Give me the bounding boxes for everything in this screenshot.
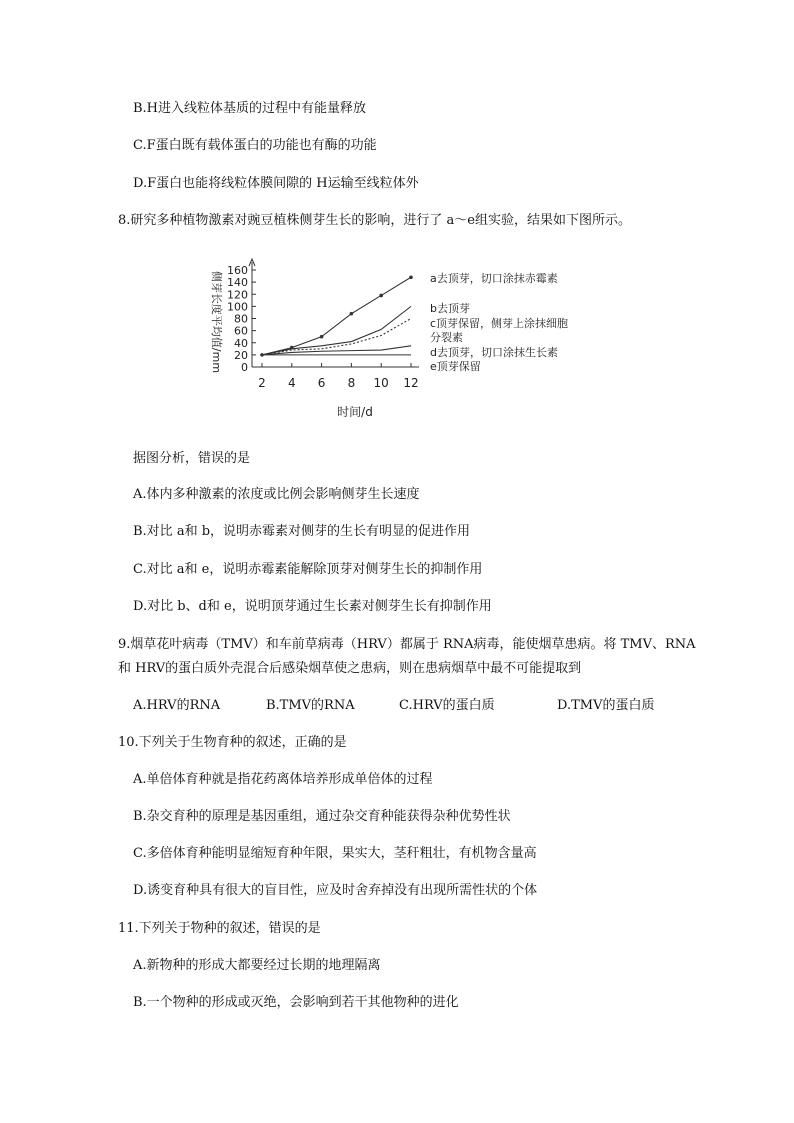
data-point (320, 335, 324, 339)
q8-prompt: 据图分析，错误的是 (133, 451, 251, 466)
q9-option-d: D.TMV的蛋白质 (557, 698, 655, 713)
q8-stem: 8.研究多种植物激素对豌豆植株侧芽生长的影响，进行了 a～e组实验，结果如下图所示。 (118, 213, 631, 228)
legend-label-b: b去顶芽 (430, 302, 470, 315)
q10-option-d: D.诱变育种具有很大的盲目性，应及时舍弃掉没有出现所需性状的个体 (133, 883, 538, 898)
q8-option-d: D.对比 b、d和 e，说明顶芽通过生长素对侧芽生长有抑制作用 (133, 599, 492, 614)
x-tick-label: 12 (403, 376, 419, 390)
y-tick-label: 160 (227, 264, 248, 277)
data-point (379, 294, 383, 298)
y-tick-label: 120 (227, 288, 248, 302)
x-tick-label: 6 (317, 376, 326, 390)
q9-stem-line2: 和 HRV的蛋白质外壳混合后感染烟草使之患病，则在患病烟草中最不可能提取到 (118, 661, 582, 676)
y-tick-label: 40 (234, 336, 248, 350)
q8-option-a: A.体内多种激素的浓度或比例会影响侧芽生长速度 (133, 487, 420, 502)
y-axis-label: 侧芽长度平均值/mm (210, 270, 223, 374)
q7-option-d: D.F蛋白也能将线粒体膜间隙的 H运输至线粒体外 (133, 176, 419, 191)
q9-options (133, 697, 693, 715)
q9-option-b: B.TMV的RNA (266, 698, 355, 713)
q10-option-b: B.杂交育种的原理是基因重组，通过杂交育种能获得杂种优势性状 (133, 809, 511, 824)
x-tick-label: 4 (287, 376, 296, 390)
q11-stem: 11.下列关于物种的叙述，错误的是 (118, 921, 321, 936)
y-tick-label: 140 (227, 276, 248, 290)
y-tick-label: 100 (227, 300, 248, 314)
q10-option-a: A.单倍体育种就是指花药离体培养形成单倍体的过程 (133, 772, 433, 787)
q7-option-b: B.H进入线粒体基质的过程中有能量释放 (133, 101, 367, 116)
lateral-bud-growth-chart (200, 250, 600, 425)
y-tick-label: 60 (234, 324, 248, 338)
y-tick-label: 0 (241, 361, 248, 374)
x-axis-label: 时间/d (337, 405, 373, 419)
y-tick-label: 80 (234, 312, 248, 326)
legend-label-c: 分裂素 (430, 331, 463, 344)
q8-option-c: C.对比 a和 e，说明赤霉素能解除顶芽对侧芽生长的抑制作用 (133, 562, 483, 577)
x-tick-label: 2 (258, 376, 266, 390)
legend-label-e: e顶芽保留 (430, 360, 481, 373)
q10-stem: 10.下列关于生物育种的叙述，正确的是 (118, 735, 347, 750)
q9-stem-line1: 9.烟草花叶病毒（TMV）和车前草病毒（HRV）都属于 RNA病毒，能使烟草患病。将 TMV、RNA (118, 637, 696, 652)
x-tick-label: 8 (347, 376, 356, 390)
y-tick-label: 20 (234, 348, 248, 362)
q11-option-b: B.一个物种的形成或灭绝，会影响到若干其他物种的进化 (133, 995, 459, 1010)
legend-label-a: a去顶芽，切口涂抹赤霉素 (430, 272, 558, 285)
legend-label-c: c顶芽保留，侧芽上涂抹细胞 (430, 317, 569, 330)
q7-option-c: C.F蛋白既有载体蛋白的功能也有酶的功能 (133, 138, 377, 153)
q11-option-a: A.新物种的形成大都要经过长期的地理隔离 (133, 958, 381, 973)
q9-option-c: C.HRV的蛋白质 (399, 698, 495, 713)
series-line-b (262, 306, 411, 355)
data-point (409, 275, 413, 279)
q8-option-b: B.对比 a和 b，说明赤霉素对侧芽的生长有明显的促进作用 (133, 524, 471, 539)
legend-label-d: d去顶芽，切口涂抹生长素 (430, 346, 558, 359)
q10-option-c: C.多倍体育种能明显缩短育种年限，果实大，茎秆粗壮，有机物含量高 (133, 846, 537, 861)
x-tick-label: 10 (373, 376, 389, 390)
q9-option-a: A.HRV的RNA (133, 698, 221, 713)
data-point (350, 312, 354, 316)
